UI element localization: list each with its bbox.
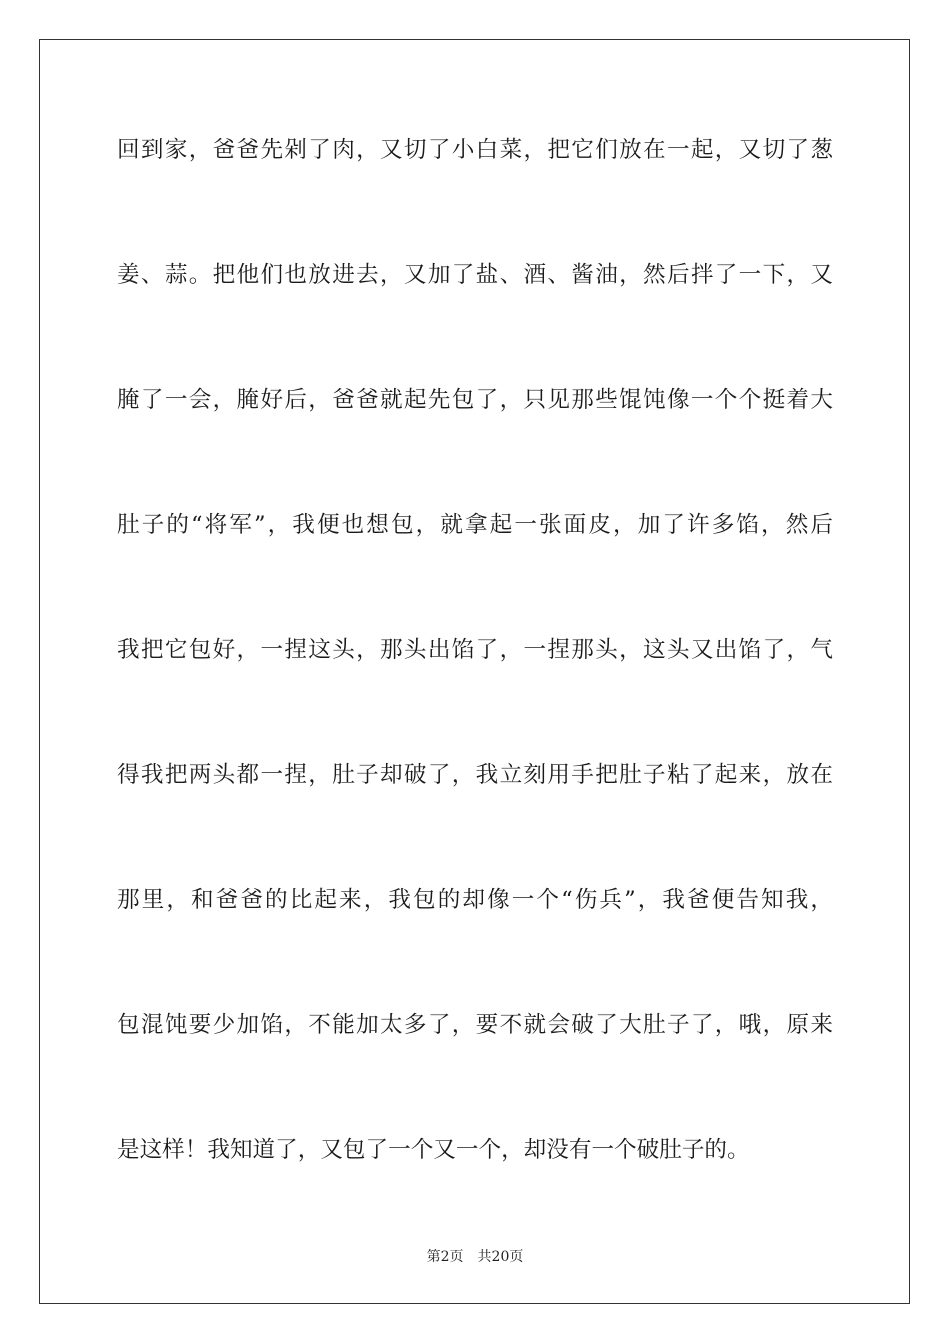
text-line: 腌了一会，腌好后，爸爸就起先包了，只见那些馄饨像一个个挺着大 bbox=[117, 387, 833, 413]
text-line: 那里，和爸爸的比起来，我包的却像一个“伤兵”，我爸便告知我， bbox=[117, 887, 833, 913]
page-total: 共20页 bbox=[477, 1249, 524, 1265]
page-number: 第2页 bbox=[426, 1249, 464, 1265]
text-line: 回到家，爸爸先剁了肉，又切了小白菜，把它们放在一起，又切了葱 bbox=[117, 137, 833, 163]
text-line: 是这样！我知道了，又包了一个又一个，却没有一个破肚子的。 bbox=[117, 1137, 750, 1163]
text-line: 包混饨要少加馅，不能加太多了，要不就会破了大肚子了，哦，原来 bbox=[117, 1012, 833, 1038]
text-line: 肚子的“将军”，我便也想包，就拿起一张面皮，加了许多馅，然后 bbox=[117, 512, 833, 538]
page-footer bbox=[0, 1246, 950, 1266]
text-line: 姜、蒜。把他们也放进去，又加了盐、酒、酱油，然后拌了一下，又 bbox=[117, 262, 833, 288]
text-line: 得我把两头都一捏，肚子却破了，我立刻用手把肚子粘了起来，放在 bbox=[117, 762, 833, 788]
document-body bbox=[117, 120, 833, 1245]
text-line: 我把它包好，一捏这头，那头出馅了，一捏那头，这头又出馅了，气 bbox=[117, 637, 833, 663]
